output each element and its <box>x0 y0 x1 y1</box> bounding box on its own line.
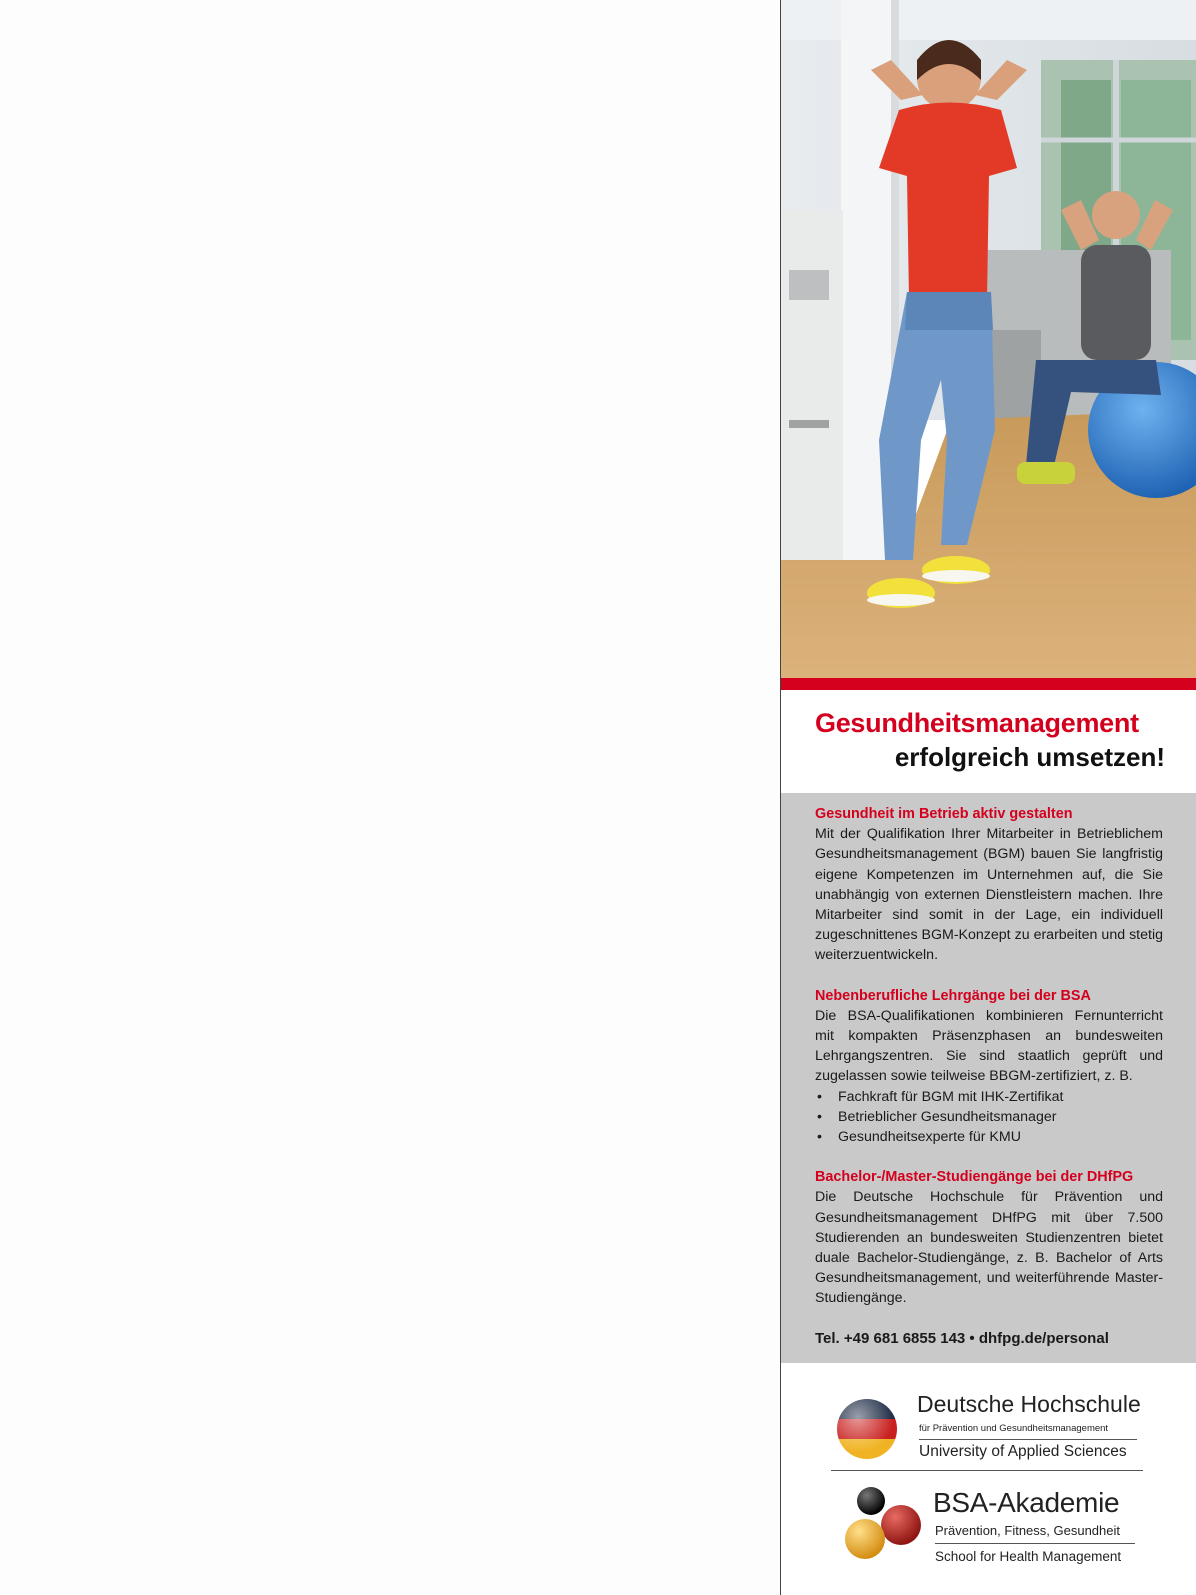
section-body: Die BSA-Qualifikationen kombinieren Fernunterricht mit kompakten Präsenzphasen an bundesweiten Lehrgangszentren. Sie sind staatlich geprüft und zugelassen sowie teilweise BBGM-zertifiziert, z. B. <box>815 1007 1163 1085</box>
dhfpg-subtitle: für Prävention und Gesundheitsmanagement <box>919 1423 1109 1434</box>
list-item: • Fachkraft für BGM mit IHK-Zertifikat <box>815 1087 1163 1107</box>
section-body: Mit der Qualifikation Ihrer Mitarbeiter in Betrieblichem Gesundheitsmanagement (BGM) bauen Sie langfristig eigene Kompetenzen im Unternehmen auf, die Sie unabhängig von externen Dienstleistern machen. Ihre Mitarbeiter sind somit in der Lage, ein individuell zugeschnittenes BGM-Konzept zu erarbeiten und stetig weiterzuentwickeln. <box>815 826 1163 964</box>
bsa-title: BSA-Akademie <box>933 1487 1120 1518</box>
dhfpg-tagline: University of Applied Sciences <box>919 1443 1127 1460</box>
divider <box>935 1543 1135 1544</box>
headline-line-2: erfolgreich umsetzen! <box>894 742 1165 772</box>
advertisement-panel <box>780 0 1196 1595</box>
divider <box>919 1439 1137 1440</box>
list-item: • Betrieblicher Gesundheitsmanager <box>815 1107 1163 1127</box>
bsa-logo <box>833 1481 1143 1571</box>
contact-line[interactable]: Tel. +49 681 6855 143 • dhfpg.de/personal <box>815 1329 1109 1347</box>
section-body: Die Deutsche Hochschule für Prävention und Gesundheitsmanagement DHfPG mit über 7.500 Studierenden an bundesweiten Studienzentren bietet duale Bachelor-Studiengänge, z. B. Bachelor of Arts Gesundheitsmanagement, und weiterführende Master-Studiengänge. <box>815 1189 1163 1307</box>
course-list <box>815 1087 1163 1148</box>
logo-divider <box>831 1470 1143 1471</box>
list-item: • Gesundheitsexperte für KMU <box>815 1127 1163 1147</box>
spheres-icon <box>839 1481 929 1571</box>
headline-line-1: Gesundheitsmanagement <box>815 708 1139 738</box>
dhfpg-title: Deutsche Hochschule <box>917 1391 1141 1417</box>
accent-bar <box>781 678 1196 690</box>
section-title: Bachelor-/Master-Studiengänge bei der DHfPG <box>815 1169 1134 1186</box>
section-bsa <box>815 986 1163 1148</box>
office-exercise-photo <box>781 0 1196 678</box>
dhfpg-logo <box>833 1387 1143 1467</box>
info-box <box>781 793 1196 1363</box>
headline <box>815 706 1165 774</box>
section-dhfpg <box>815 1167 1163 1308</box>
bsa-subtitle: Prävention, Fitness, Gesundheit <box>935 1523 1120 1538</box>
logo-area <box>781 1363 1196 1595</box>
bsa-tagline: School for Health Management <box>935 1549 1122 1564</box>
section-title: Gesundheit im Betrieb aktiv gestalten <box>815 806 1073 822</box>
section-title: Nebenberufliche Lehrgänge bei der BSA <box>815 987 1091 1004</box>
section-betrieb <box>815 804 1163 966</box>
flag-sphere-icon <box>833 1395 903 1465</box>
